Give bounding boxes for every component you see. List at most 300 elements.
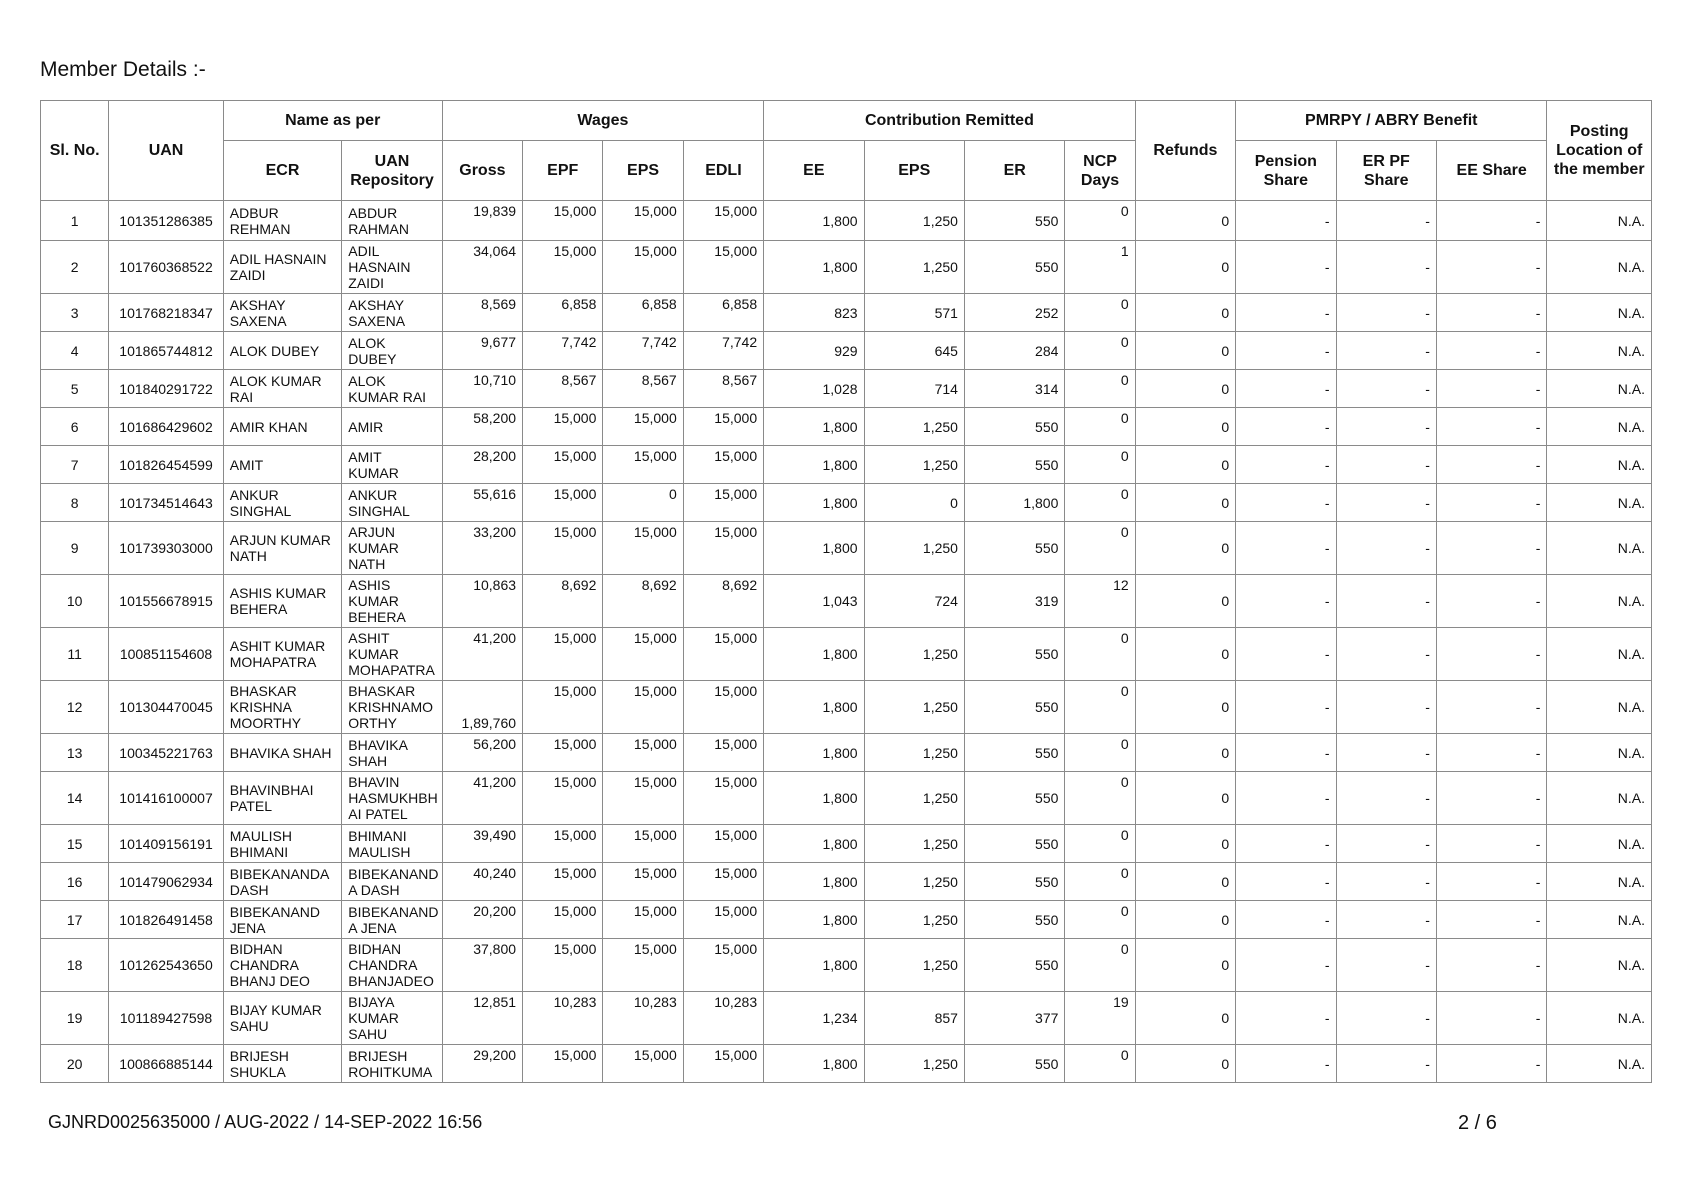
cell-refunds: 0 xyxy=(1135,575,1235,628)
cell-ncp-days: 0 xyxy=(1065,628,1135,681)
table-row xyxy=(41,772,1652,825)
cell-epf: 6,858 xyxy=(523,294,603,332)
cell-posting-location: N.A. xyxy=(1547,939,1652,992)
cell-wages-eps: 15,000 xyxy=(603,939,683,992)
cell-name-ecr: ALOK DUBEY xyxy=(223,332,342,370)
cell-sl-no: 15 xyxy=(41,825,109,863)
header-posting-location: Posting Location of the member xyxy=(1547,101,1652,201)
header-ecr: ECR xyxy=(223,141,342,201)
cell-pension-share: - xyxy=(1236,294,1336,332)
cell-uan: 100345221763 xyxy=(109,734,223,772)
cell-pension-share: - xyxy=(1236,332,1336,370)
table-row xyxy=(41,734,1652,772)
cell-gross: 40,240 xyxy=(442,863,522,901)
member-details-table xyxy=(40,100,1652,1083)
cell-name-ecr: BIBEKANANDA DASH xyxy=(223,863,342,901)
cell-ncp-days: 0 xyxy=(1065,1045,1135,1083)
cell-pension-share: - xyxy=(1236,628,1336,681)
cell-refunds: 0 xyxy=(1135,522,1235,575)
cell-posting-location: N.A. xyxy=(1547,408,1652,446)
cell-name-uan-repository: ALOK KUMAR RAI xyxy=(342,370,442,408)
cell-uan: 101734514643 xyxy=(109,484,223,522)
cell-ee-share: - xyxy=(1436,484,1546,522)
cell-ee: 1,800 xyxy=(764,863,864,901)
cell-contribution-eps: 1,250 xyxy=(864,825,964,863)
cell-posting-location: N.A. xyxy=(1547,863,1652,901)
cell-posting-location: N.A. xyxy=(1547,1045,1652,1083)
cell-ee-share: - xyxy=(1436,772,1546,825)
cell-ee-share: - xyxy=(1436,863,1546,901)
cell-edli: 15,000 xyxy=(683,825,763,863)
cell-name-uan-repository: BIJAYA KUMAR SAHU xyxy=(342,992,442,1045)
cell-ee: 1,800 xyxy=(764,901,864,939)
header-contribution-remitted: Contribution Remitted xyxy=(764,101,1136,141)
cell-er-pf-share: - xyxy=(1336,522,1436,575)
cell-pension-share: - xyxy=(1236,370,1336,408)
cell-ee: 1,043 xyxy=(764,575,864,628)
header-refunds: Refunds xyxy=(1135,101,1235,201)
cell-contribution-eps: 1,250 xyxy=(864,201,964,241)
cell-posting-location: N.A. xyxy=(1547,241,1652,294)
cell-contribution-eps: 1,250 xyxy=(864,241,964,294)
cell-epf: 15,000 xyxy=(523,201,603,241)
cell-uan: 101189427598 xyxy=(109,992,223,1045)
cell-ee: 823 xyxy=(764,294,864,332)
cell-er-pf-share: - xyxy=(1336,734,1436,772)
cell-refunds: 0 xyxy=(1135,992,1235,1045)
cell-ncp-days: 0 xyxy=(1065,522,1135,575)
cell-sl-no: 12 xyxy=(41,681,109,734)
cell-er: 550 xyxy=(964,901,1064,939)
cell-ee-share: - xyxy=(1436,332,1546,370)
cell-gross: 41,200 xyxy=(442,628,522,681)
cell-wages-eps: 15,000 xyxy=(603,734,683,772)
cell-sl-no: 8 xyxy=(41,484,109,522)
cell-sl-no: 14 xyxy=(41,772,109,825)
cell-ncp-days: 1 xyxy=(1065,241,1135,294)
cell-posting-location: N.A. xyxy=(1547,772,1652,825)
footer-page-number: 2 / 6 xyxy=(1458,1112,1497,1134)
cell-er: 550 xyxy=(964,1045,1064,1083)
cell-ee-share: - xyxy=(1436,628,1546,681)
cell-posting-location: N.A. xyxy=(1547,681,1652,734)
cell-er-pf-share: - xyxy=(1336,939,1436,992)
cell-ee: 1,800 xyxy=(764,734,864,772)
cell-ncp-days: 0 xyxy=(1065,734,1135,772)
cell-er-pf-share: - xyxy=(1336,772,1436,825)
cell-contribution-eps: 1,250 xyxy=(864,446,964,484)
cell-er-pf-share: - xyxy=(1336,484,1436,522)
cell-name-ecr: BHAVINBHAI PATEL xyxy=(223,772,342,825)
cell-er: 1,800 xyxy=(964,484,1064,522)
cell-name-uan-repository: ANKUR SINGHAL xyxy=(342,484,442,522)
cell-ncp-days: 0 xyxy=(1065,370,1135,408)
cell-gross: 9,677 xyxy=(442,332,522,370)
cell-uan: 101865744812 xyxy=(109,332,223,370)
cell-name-ecr: BIDHAN CHANDRA BHANJ DEO xyxy=(223,939,342,992)
cell-refunds: 0 xyxy=(1135,863,1235,901)
cell-ee-share: - xyxy=(1436,201,1546,241)
cell-uan: 101262543650 xyxy=(109,939,223,992)
cell-name-ecr: ADIL HASNAIN ZAIDI xyxy=(223,241,342,294)
cell-ee: 1,800 xyxy=(764,628,864,681)
cell-er-pf-share: - xyxy=(1336,201,1436,241)
cell-epf: 10,283 xyxy=(523,992,603,1045)
cell-wages-eps: 15,000 xyxy=(603,681,683,734)
cell-wages-eps: 15,000 xyxy=(603,772,683,825)
cell-er: 550 xyxy=(964,408,1064,446)
cell-er: 550 xyxy=(964,863,1064,901)
cell-uan: 101826491458 xyxy=(109,901,223,939)
cell-pension-share: - xyxy=(1236,201,1336,241)
cell-gross: 39,490 xyxy=(442,825,522,863)
cell-wages-eps: 15,000 xyxy=(603,863,683,901)
cell-contribution-eps: 857 xyxy=(864,992,964,1045)
cell-refunds: 0 xyxy=(1135,734,1235,772)
cell-posting-location: N.A. xyxy=(1547,294,1652,332)
cell-epf: 15,000 xyxy=(523,522,603,575)
header-wages: Wages xyxy=(442,101,763,141)
cell-contribution-eps: 1,250 xyxy=(864,628,964,681)
cell-ncp-days: 0 xyxy=(1065,825,1135,863)
cell-epf: 15,000 xyxy=(523,1045,603,1083)
header-uan-repository: UAN Repository xyxy=(342,141,442,201)
cell-name-uan-repository: BRIJESH ROHITKUMA xyxy=(342,1045,442,1083)
cell-ee-share: - xyxy=(1436,734,1546,772)
cell-name-uan-repository: BHAVIKA SHAH xyxy=(342,734,442,772)
table-row xyxy=(41,294,1652,332)
cell-epf: 15,000 xyxy=(523,939,603,992)
cell-er: 550 xyxy=(964,628,1064,681)
cell-ncp-days: 0 xyxy=(1065,201,1135,241)
cell-wages-eps: 8,692 xyxy=(603,575,683,628)
cell-er-pf-share: - xyxy=(1336,681,1436,734)
cell-name-uan-repository: ADIL HASNAIN ZAIDI xyxy=(342,241,442,294)
cell-wages-eps: 15,000 xyxy=(603,1045,683,1083)
cell-uan: 101760368522 xyxy=(109,241,223,294)
cell-gross: 12,851 xyxy=(442,992,522,1045)
cell-refunds: 0 xyxy=(1135,825,1235,863)
cell-name-ecr: ANKUR SINGHAL xyxy=(223,484,342,522)
cell-wages-eps: 0 xyxy=(603,484,683,522)
cell-edli: 7,742 xyxy=(683,332,763,370)
cell-ee: 1,800 xyxy=(764,201,864,241)
table-row xyxy=(41,901,1652,939)
cell-uan: 101351286385 xyxy=(109,201,223,241)
cell-edli: 15,000 xyxy=(683,681,763,734)
cell-gross: 41,200 xyxy=(442,772,522,825)
cell-epf: 7,742 xyxy=(523,332,603,370)
cell-ee-share: - xyxy=(1436,408,1546,446)
cell-wages-eps: 15,000 xyxy=(603,522,683,575)
cell-gross: 10,863 xyxy=(442,575,522,628)
cell-epf: 8,567 xyxy=(523,370,603,408)
header-ee: EE xyxy=(764,141,864,201)
cell-name-uan-repository: BHASKAR KRISHNAMO ORTHY xyxy=(342,681,442,734)
cell-ncp-days: 0 xyxy=(1065,408,1135,446)
cell-ee-share: - xyxy=(1436,241,1546,294)
cell-pension-share: - xyxy=(1236,992,1336,1045)
cell-ncp-days: 0 xyxy=(1065,939,1135,992)
header-uan: UAN xyxy=(109,101,223,201)
cell-name-ecr: BRIJESH SHUKLA xyxy=(223,1045,342,1083)
cell-ee: 1,800 xyxy=(764,408,864,446)
cell-gross: 56,200 xyxy=(442,734,522,772)
cell-ee: 1,234 xyxy=(764,992,864,1045)
cell-ee: 1,800 xyxy=(764,939,864,992)
cell-er: 550 xyxy=(964,522,1064,575)
cell-edli: 15,000 xyxy=(683,408,763,446)
cell-posting-location: N.A. xyxy=(1547,484,1652,522)
cell-name-ecr: BIBEKANAND JENA xyxy=(223,901,342,939)
table-row xyxy=(41,201,1652,241)
cell-epf: 15,000 xyxy=(523,681,603,734)
cell-refunds: 0 xyxy=(1135,772,1235,825)
cell-posting-location: N.A. xyxy=(1547,446,1652,484)
header-gross: Gross xyxy=(442,141,522,201)
table-row xyxy=(41,522,1652,575)
cell-ee: 1,800 xyxy=(764,446,864,484)
cell-ncp-days: 19 xyxy=(1065,992,1135,1045)
cell-name-uan-repository: ASHIT KUMAR MOHAPATRA xyxy=(342,628,442,681)
cell-sl-no: 7 xyxy=(41,446,109,484)
header-pension-share: Pension Share xyxy=(1236,141,1336,201)
cell-gross: 33,200 xyxy=(442,522,522,575)
cell-posting-location: N.A. xyxy=(1547,901,1652,939)
cell-ee: 1,800 xyxy=(764,1045,864,1083)
cell-name-ecr: AMIT xyxy=(223,446,342,484)
cell-refunds: 0 xyxy=(1135,446,1235,484)
cell-name-uan-repository: ABDUR RAHMAN xyxy=(342,201,442,241)
page-title: Member Details :- xyxy=(40,58,206,81)
cell-pension-share: - xyxy=(1236,901,1336,939)
header-name-as-per: Name as per xyxy=(223,101,442,141)
cell-name-ecr: BIJAY KUMAR SAHU xyxy=(223,992,342,1045)
cell-name-uan-repository: ASHIS KUMAR BEHERA xyxy=(342,575,442,628)
cell-pension-share: - xyxy=(1236,825,1336,863)
cell-gross: 28,200 xyxy=(442,446,522,484)
cell-name-uan-repository: BHAVIN HASMUKHBH AI PATEL xyxy=(342,772,442,825)
table-row xyxy=(41,446,1652,484)
cell-uan: 101826454599 xyxy=(109,446,223,484)
cell-contribution-eps: 1,250 xyxy=(864,681,964,734)
cell-wages-eps: 8,567 xyxy=(603,370,683,408)
cell-epf: 15,000 xyxy=(523,772,603,825)
cell-name-uan-repository: ARJUN KUMAR NATH xyxy=(342,522,442,575)
table-row xyxy=(41,825,1652,863)
cell-name-ecr: ASHIT KUMAR MOHAPATRA xyxy=(223,628,342,681)
cell-ee-share: - xyxy=(1436,992,1546,1045)
table-row xyxy=(41,370,1652,408)
table-row xyxy=(41,575,1652,628)
cell-contribution-eps: 0 xyxy=(864,484,964,522)
cell-name-ecr: AKSHAY SAXENA xyxy=(223,294,342,332)
cell-wages-eps: 15,000 xyxy=(603,201,683,241)
cell-epf: 15,000 xyxy=(523,734,603,772)
cell-ncp-days: 0 xyxy=(1065,772,1135,825)
cell-contribution-eps: 1,250 xyxy=(864,734,964,772)
cell-contribution-eps: 1,250 xyxy=(864,772,964,825)
cell-gross: 34,064 xyxy=(442,241,522,294)
cell-pension-share: - xyxy=(1236,408,1336,446)
cell-ee: 1,800 xyxy=(764,522,864,575)
cell-er: 550 xyxy=(964,772,1064,825)
cell-wages-eps: 6,858 xyxy=(603,294,683,332)
cell-pension-share: - xyxy=(1236,484,1336,522)
cell-er: 550 xyxy=(964,825,1064,863)
cell-gross: 19,839 xyxy=(442,201,522,241)
cell-uan: 101739303000 xyxy=(109,522,223,575)
cell-contribution-eps: 1,250 xyxy=(864,522,964,575)
cell-ncp-days: 0 xyxy=(1065,863,1135,901)
cell-edli: 15,000 xyxy=(683,484,763,522)
cell-sl-no: 5 xyxy=(41,370,109,408)
cell-ncp-days: 0 xyxy=(1065,484,1135,522)
cell-edli: 10,283 xyxy=(683,992,763,1045)
cell-gross: 29,200 xyxy=(442,1045,522,1083)
cell-posting-location: N.A. xyxy=(1547,370,1652,408)
cell-gross: 20,200 xyxy=(442,901,522,939)
cell-edli: 15,000 xyxy=(683,939,763,992)
cell-er-pf-share: - xyxy=(1336,575,1436,628)
cell-ncp-days: 0 xyxy=(1065,681,1135,734)
cell-ee-share: - xyxy=(1436,575,1546,628)
cell-ee: 1,800 xyxy=(764,825,864,863)
header-epf: EPF xyxy=(523,141,603,201)
table-row xyxy=(41,863,1652,901)
cell-sl-no: 18 xyxy=(41,939,109,992)
cell-edli: 15,000 xyxy=(683,734,763,772)
table-row xyxy=(41,939,1652,992)
cell-ee-share: - xyxy=(1436,901,1546,939)
cell-sl-no: 4 xyxy=(41,332,109,370)
cell-edli: 15,000 xyxy=(683,863,763,901)
cell-er-pf-share: - xyxy=(1336,370,1436,408)
cell-er-pf-share: - xyxy=(1336,901,1436,939)
cell-er: 377 xyxy=(964,992,1064,1045)
table-row xyxy=(41,681,1652,734)
cell-pension-share: - xyxy=(1236,863,1336,901)
cell-wages-eps: 15,000 xyxy=(603,901,683,939)
cell-gross: 10,710 xyxy=(442,370,522,408)
cell-er-pf-share: - xyxy=(1336,825,1436,863)
cell-refunds: 0 xyxy=(1135,408,1235,446)
cell-er: 550 xyxy=(964,201,1064,241)
cell-sl-no: 13 xyxy=(41,734,109,772)
table-row xyxy=(41,241,1652,294)
cell-pension-share: - xyxy=(1236,772,1336,825)
header-sl-no: Sl. No. xyxy=(41,101,109,201)
header-contribution-eps: EPS xyxy=(864,141,964,201)
cell-gross: 37,800 xyxy=(442,939,522,992)
cell-epf: 15,000 xyxy=(523,628,603,681)
footer-establishment-info: GJNRD0025635000 / AUG-2022 / 14-SEP-2022 16:56 xyxy=(48,1112,483,1132)
cell-refunds: 0 xyxy=(1135,1045,1235,1083)
cell-uan: 101479062934 xyxy=(109,863,223,901)
cell-refunds: 0 xyxy=(1135,241,1235,294)
cell-er: 550 xyxy=(964,734,1064,772)
header-ncp-days: NCP Days xyxy=(1065,141,1135,201)
cell-edli: 15,000 xyxy=(683,772,763,825)
cell-gross: 8,569 xyxy=(442,294,522,332)
cell-ee-share: - xyxy=(1436,681,1546,734)
cell-posting-location: N.A. xyxy=(1547,332,1652,370)
cell-name-ecr: BHASKAR KRISHNA MOORTHY xyxy=(223,681,342,734)
cell-contribution-eps: 1,250 xyxy=(864,939,964,992)
cell-ee: 1,800 xyxy=(764,772,864,825)
table-row xyxy=(41,332,1652,370)
cell-er: 319 xyxy=(964,575,1064,628)
cell-pension-share: - xyxy=(1236,575,1336,628)
cell-er-pf-share: - xyxy=(1336,1045,1436,1083)
cell-ee-share: - xyxy=(1436,294,1546,332)
cell-sl-no: 17 xyxy=(41,901,109,939)
cell-sl-no: 20 xyxy=(41,1045,109,1083)
table-row xyxy=(41,1045,1652,1083)
cell-ee-share: - xyxy=(1436,446,1546,484)
cell-ncp-days: 0 xyxy=(1065,332,1135,370)
header-pmrpy-abry: PMRPY / ABRY Benefit xyxy=(1236,101,1547,141)
cell-pension-share: - xyxy=(1236,241,1336,294)
cell-edli: 15,000 xyxy=(683,522,763,575)
cell-ee: 929 xyxy=(764,332,864,370)
cell-wages-eps: 10,283 xyxy=(603,992,683,1045)
cell-epf: 15,000 xyxy=(523,408,603,446)
cell-edli: 15,000 xyxy=(683,901,763,939)
cell-gross: 1,89,760 xyxy=(442,681,522,734)
cell-refunds: 0 xyxy=(1135,939,1235,992)
cell-pension-share: - xyxy=(1236,1045,1336,1083)
cell-ee: 1,800 xyxy=(764,241,864,294)
header-wages-eps: EPS xyxy=(603,141,683,201)
cell-name-uan-repository: ALOK DUBEY xyxy=(342,332,442,370)
cell-pension-share: - xyxy=(1236,681,1336,734)
cell-epf: 15,000 xyxy=(523,484,603,522)
cell-epf: 15,000 xyxy=(523,901,603,939)
cell-edli: 8,567 xyxy=(683,370,763,408)
table-row xyxy=(41,484,1652,522)
cell-sl-no: 1 xyxy=(41,201,109,241)
cell-contribution-eps: 714 xyxy=(864,370,964,408)
cell-er: 550 xyxy=(964,939,1064,992)
cell-ee: 1,800 xyxy=(764,484,864,522)
cell-wages-eps: 15,000 xyxy=(603,241,683,294)
header-er-pf-share: ER PF Share xyxy=(1336,141,1436,201)
cell-epf: 15,000 xyxy=(523,446,603,484)
cell-wages-eps: 15,000 xyxy=(603,825,683,863)
cell-refunds: 0 xyxy=(1135,628,1235,681)
cell-posting-location: N.A. xyxy=(1547,201,1652,241)
cell-edli: 15,000 xyxy=(683,446,763,484)
cell-edli: 15,000 xyxy=(683,1045,763,1083)
cell-sl-no: 19 xyxy=(41,992,109,1045)
cell-edli: 15,000 xyxy=(683,241,763,294)
cell-sl-no: 10 xyxy=(41,575,109,628)
cell-pension-share: - xyxy=(1236,522,1336,575)
cell-name-ecr: ADBUR REHMAN xyxy=(223,201,342,241)
cell-uan: 100851154608 xyxy=(109,628,223,681)
cell-er-pf-share: - xyxy=(1336,992,1436,1045)
cell-sl-no: 3 xyxy=(41,294,109,332)
cell-posting-location: N.A. xyxy=(1547,522,1652,575)
cell-ncp-days: 12 xyxy=(1065,575,1135,628)
cell-name-uan-repository: AKSHAY SAXENA xyxy=(342,294,442,332)
header-edli: EDLI xyxy=(683,141,763,201)
cell-refunds: 0 xyxy=(1135,901,1235,939)
cell-ee: 1,028 xyxy=(764,370,864,408)
cell-uan: 101556678915 xyxy=(109,575,223,628)
cell-refunds: 0 xyxy=(1135,484,1235,522)
